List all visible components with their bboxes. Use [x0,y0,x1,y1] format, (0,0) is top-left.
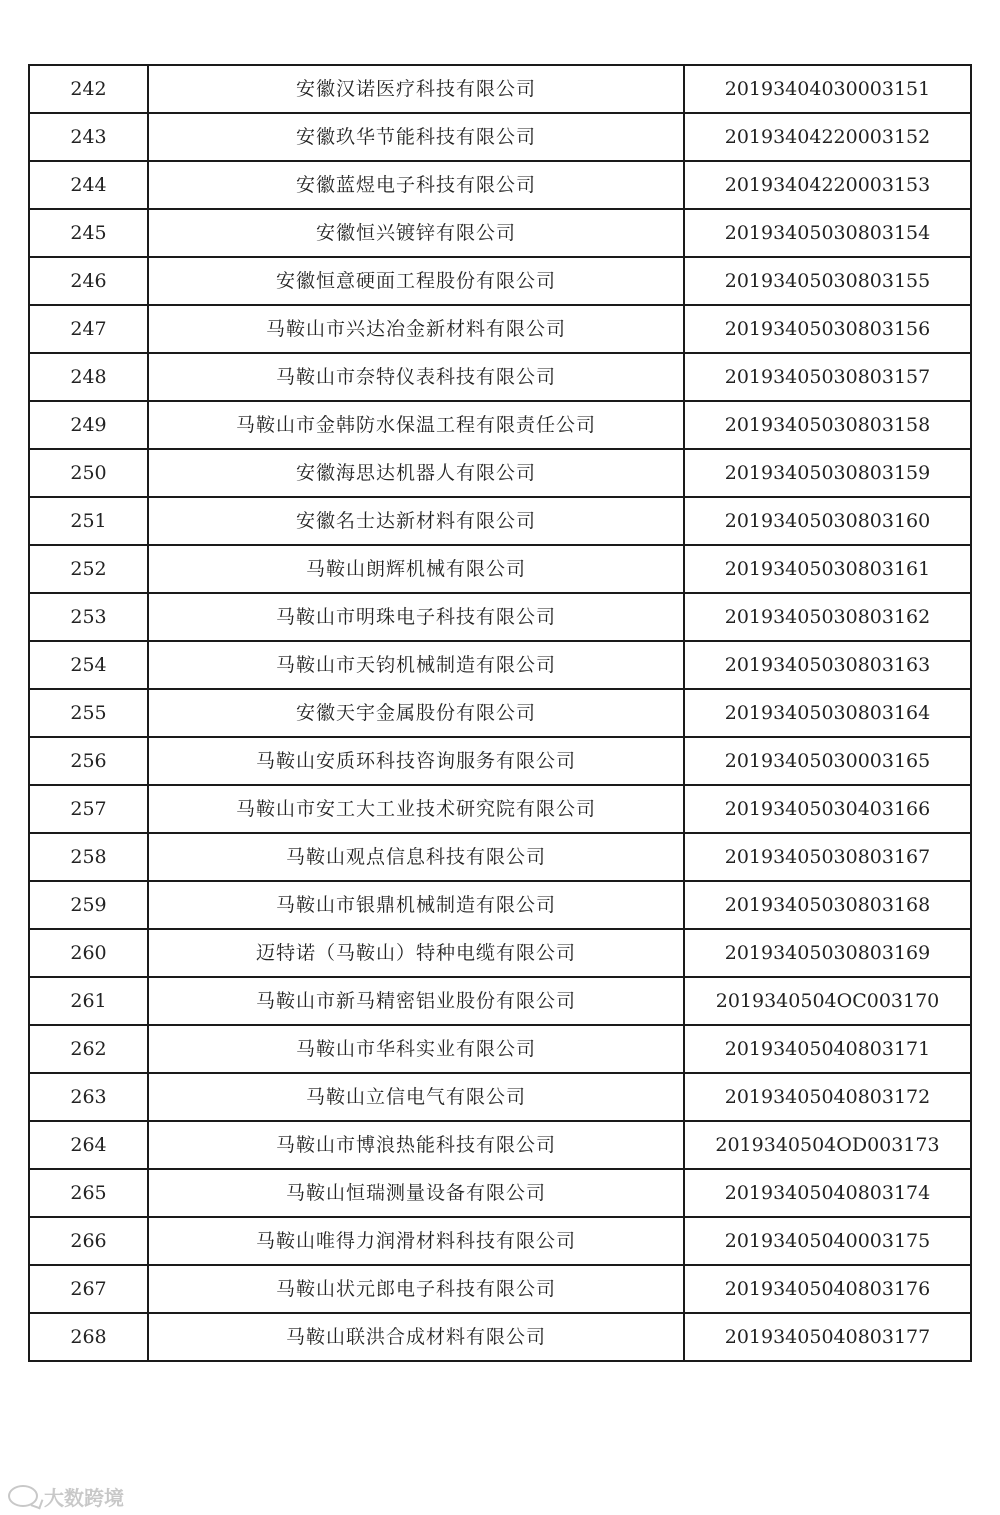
table-row [29,305,971,353]
table-row [29,929,971,977]
row-number-cell: 247 [29,305,148,353]
row-number-cell: 245 [29,209,148,257]
row-number-cell: 244 [29,161,148,209]
registration-code-cell: 2019340504OC003170 [684,977,971,1025]
registration-code-cell: 20193405040003175 [684,1217,971,1265]
table-body [29,65,971,1361]
company-name-cell: 安徽名士达新材料有限公司 [148,497,684,545]
registration-code-cell: 20193405030403166 [684,785,971,833]
row-number-cell: 263 [29,1073,148,1121]
company-name-cell: 安徽恒兴镀锌有限公司 [148,209,684,257]
company-name-cell: 安徽天宇金属股份有限公司 [148,689,684,737]
row-number-cell: 243 [29,113,148,161]
table-row [29,785,971,833]
table-row [29,977,971,1025]
registration-code-cell: 20193405040803177 [684,1313,971,1361]
company-name-cell: 迈特诺（马鞍山）特种电缆有限公司 [148,929,684,977]
company-name-cell: 马鞍山市新马精密铝业股份有限公司 [148,977,684,1025]
registration-code-cell: 20193405030803156 [684,305,971,353]
company-name-cell: 马鞍山市兴达冶金新材料有限公司 [148,305,684,353]
company-name-cell: 安徽玖华节能科技有限公司 [148,113,684,161]
company-name-cell: 马鞍山市金韩防水保温工程有限责任公司 [148,401,684,449]
table-row [29,449,971,497]
registration-code-cell: 2019340504OD003173 [684,1121,971,1169]
registration-code-cell: 20193405040803171 [684,1025,971,1073]
table-row [29,1025,971,1073]
table-row [29,1169,971,1217]
row-number-cell: 257 [29,785,148,833]
table-row [29,401,971,449]
company-name-cell: 马鞍山状元郎电子科技有限公司 [148,1265,684,1313]
registration-code-cell: 20193405030803164 [684,689,971,737]
row-number-cell: 248 [29,353,148,401]
row-number-cell: 242 [29,65,148,113]
registration-code-cell: 20193404220003152 [684,113,971,161]
table-row [29,737,971,785]
table-row [29,497,971,545]
table-row [29,65,971,113]
company-list-table [28,64,972,1362]
watermark [8,1482,124,1510]
table-row [29,113,971,161]
company-name-cell: 马鞍山市安工大工业技术研究院有限公司 [148,785,684,833]
row-number-cell: 259 [29,881,148,929]
company-name-cell: 马鞍山观点信息科技有限公司 [148,833,684,881]
row-number-cell: 260 [29,929,148,977]
registration-code-cell: 20193405030803167 [684,833,971,881]
registration-code-cell: 20193405030803163 [684,641,971,689]
table-row [29,641,971,689]
company-name-cell: 马鞍山立信电气有限公司 [148,1073,684,1121]
table-row [29,161,971,209]
row-number-cell: 258 [29,833,148,881]
table-row [29,209,971,257]
registration-code-cell: 20193405030803154 [684,209,971,257]
table-row [29,1217,971,1265]
registration-code-cell: 20193405040803176 [684,1265,971,1313]
registration-code-cell: 20193405030803161 [684,545,971,593]
registration-code-cell: 20193405040803172 [684,1073,971,1121]
row-number-cell: 267 [29,1265,148,1313]
company-name-cell: 马鞍山市奈特仪表科技有限公司 [148,353,684,401]
registration-code-cell: 20193405030803159 [684,449,971,497]
table-row [29,353,971,401]
registration-code-cell: 20193405030803155 [684,257,971,305]
table-row [29,1313,971,1361]
registration-code-cell: 20193405030803162 [684,593,971,641]
table-row [29,1265,971,1313]
row-number-cell: 250 [29,449,148,497]
table-row [29,689,971,737]
table-row [29,1121,971,1169]
company-name-cell: 马鞍山市博浪热能科技有限公司 [148,1121,684,1169]
registration-code-cell: 20193404030003151 [684,65,971,113]
company-name-cell: 马鞍山市明珠电子科技有限公司 [148,593,684,641]
company-name-cell: 马鞍山恒瑞测量设备有限公司 [148,1169,684,1217]
row-number-cell: 253 [29,593,148,641]
registration-code-cell: 20193405030803168 [684,881,971,929]
row-number-cell: 265 [29,1169,148,1217]
registration-code-cell: 20193405030803169 [684,929,971,977]
row-number-cell: 246 [29,257,148,305]
registration-code-cell: 20193405030803158 [684,401,971,449]
company-name-cell: 马鞍山市华科实业有限公司 [148,1025,684,1073]
company-name-cell: 马鞍山市银鼎机械制造有限公司 [148,881,684,929]
row-number-cell: 254 [29,641,148,689]
company-name-cell: 安徽汉诺医疗科技有限公司 [148,65,684,113]
table-row [29,833,971,881]
row-number-cell: 256 [29,737,148,785]
company-name-cell: 安徽蓝煜电子科技有限公司 [148,161,684,209]
registration-code-cell: 20193405040803174 [684,1169,971,1217]
company-name-cell: 马鞍山安质环科技咨询服务有限公司 [148,737,684,785]
table-row [29,1073,971,1121]
company-name-cell: 马鞍山唯得力润滑材料科技有限公司 [148,1217,684,1265]
table-row [29,593,971,641]
row-number-cell: 261 [29,977,148,1025]
wechat-logo-icon [8,1485,38,1507]
table-row [29,545,971,593]
company-name-cell: 马鞍山联洪合成材料有限公司 [148,1313,684,1361]
row-number-cell: 264 [29,1121,148,1169]
registration-code-cell: 20193405030003165 [684,737,971,785]
registration-code-cell: 20193405030803160 [684,497,971,545]
company-name-cell: 安徽恒意硬面工程股份有限公司 [148,257,684,305]
row-number-cell: 262 [29,1025,148,1073]
table-row [29,257,971,305]
table-row [29,881,971,929]
row-number-cell: 251 [29,497,148,545]
row-number-cell: 252 [29,545,148,593]
company-name-cell: 安徽海思达机器人有限公司 [148,449,684,497]
watermark-text: 大数跨境 [44,1485,124,1510]
row-number-cell: 255 [29,689,148,737]
company-name-cell: 马鞍山朗辉机械有限公司 [148,545,684,593]
row-number-cell: 266 [29,1217,148,1265]
registration-code-cell: 20193404220003153 [684,161,971,209]
row-number-cell: 249 [29,401,148,449]
company-name-cell: 马鞍山市天钧机械制造有限公司 [148,641,684,689]
registration-code-cell: 20193405030803157 [684,353,971,401]
row-number-cell: 268 [29,1313,148,1361]
